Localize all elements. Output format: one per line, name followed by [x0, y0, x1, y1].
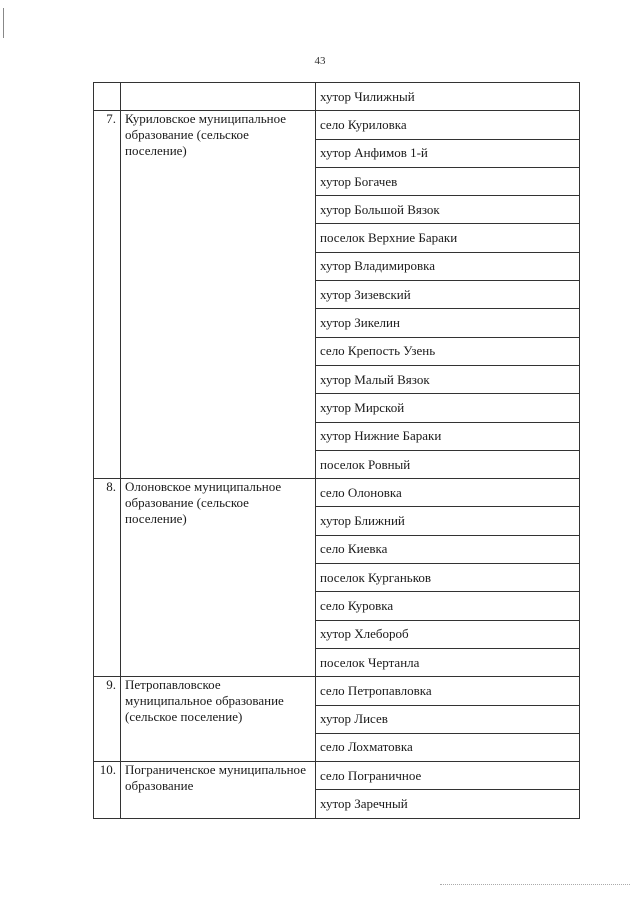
row-number: 10.: [94, 762, 121, 819]
settlement-name: село Киевка: [316, 535, 580, 563]
settlement-name: хутор Зикелин: [316, 309, 580, 337]
settlement-name: хутор Хлебороб: [316, 620, 580, 648]
settlements-table: [93, 82, 580, 819]
settlement-name: хутор Анфимов 1-й: [316, 139, 580, 167]
settlement-name: хутор Лисев: [316, 705, 580, 733]
settlement-name: село Куриловка: [316, 111, 580, 139]
settlement-name: село Крепость Узень: [316, 337, 580, 365]
table-row: [94, 762, 580, 790]
municipality-name: Пограниченское муниципальное образование: [121, 762, 316, 819]
page-number: 43: [314, 55, 326, 67]
settlement-name: село Пограничное: [316, 762, 580, 790]
municipality-name: Петропавловское муниципальное образование (сельское поселение): [121, 677, 316, 762]
settlement-name: хутор Чилижный: [316, 83, 580, 111]
table-row: [94, 83, 580, 111]
settlement-name: хутор Нижние Бараки: [316, 422, 580, 450]
bottom-dotted-rule: [440, 884, 630, 886]
settlement-name: хутор Зизевский: [316, 281, 580, 309]
municipality-name: [121, 83, 316, 111]
settlement-name: хутор Владимировка: [316, 252, 580, 280]
settlement-name: хутор Богачев: [316, 167, 580, 195]
settlement-name: село Олоновка: [316, 479, 580, 507]
settlement-name: поселок Ровный: [316, 450, 580, 478]
settlement-name: село Лохматовка: [316, 733, 580, 761]
municipality-name: Олоновское муниципальное образование (сельское поселение): [121, 479, 316, 677]
settlement-name: хутор Большой Вязок: [316, 196, 580, 224]
settlement-name: село Петропавловка: [316, 677, 580, 705]
municipality-name: Куриловское муниципальное образование (сельское поселение): [121, 111, 316, 479]
row-number: 8.: [94, 479, 121, 677]
row-number: 7.: [94, 111, 121, 479]
table-row: [94, 111, 580, 139]
settlement-name: поселок Курганьков: [316, 564, 580, 592]
row-number: [94, 83, 121, 111]
settlements-table-body: [94, 83, 580, 819]
settlement-name: хутор Ближний: [316, 507, 580, 535]
settlement-name: хутор Мирской: [316, 394, 580, 422]
settlement-name: поселок Верхние Бараки: [316, 224, 580, 252]
scan-edge-mark: [3, 8, 4, 38]
settlement-name: хутор Заречный: [316, 790, 580, 818]
settlement-name: хутор Малый Вязок: [316, 365, 580, 393]
table-row: [94, 479, 580, 507]
table-row: [94, 677, 580, 705]
row-number: 9.: [94, 677, 121, 762]
settlement-name: поселок Чертанла: [316, 648, 580, 676]
settlement-name: село Куровка: [316, 592, 580, 620]
